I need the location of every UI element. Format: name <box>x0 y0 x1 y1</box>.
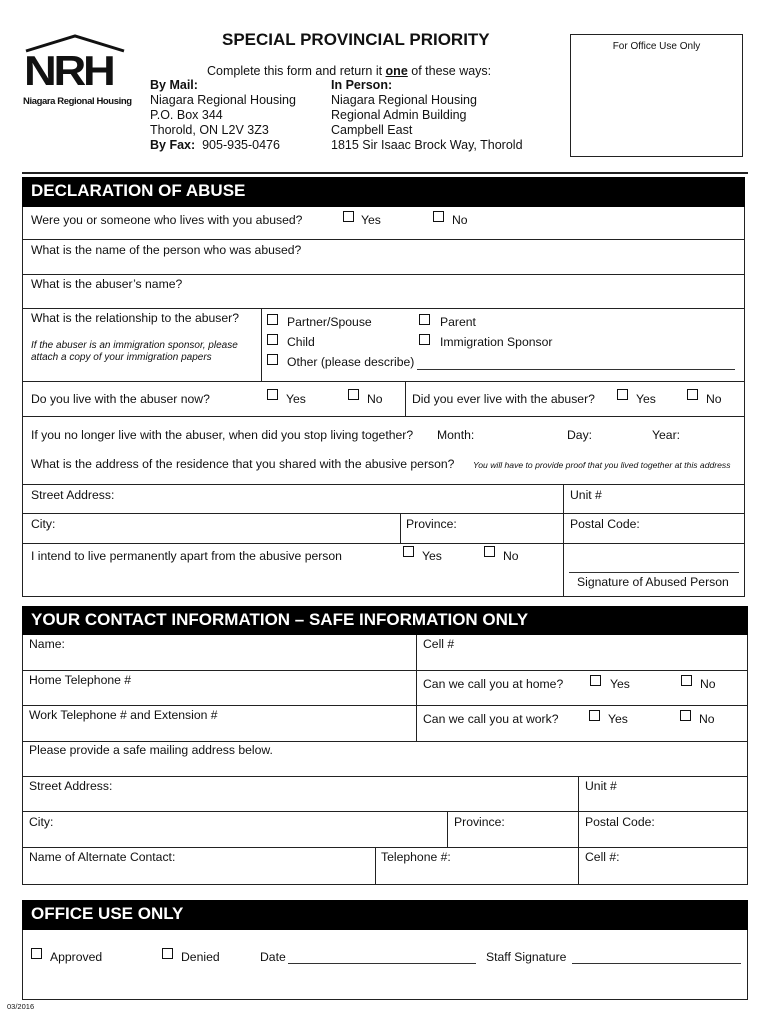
by-mail-label: By Mail: <box>150 78 198 92</box>
rel-partner-checkbox[interactable] <box>267 314 278 325</box>
rel-sponsor-checkbox[interactable] <box>419 334 430 345</box>
shared-postal-label[interactable]: Postal Code: <box>570 517 640 531</box>
ever-live-no-checkbox[interactable] <box>687 389 698 400</box>
contact-postal-label[interactable]: Postal Code: <box>585 815 655 829</box>
staff-signature-label: Staff Signature <box>486 950 567 964</box>
row-divider <box>22 705 748 706</box>
rel-partner-label: Partner/Spouse <box>287 315 372 329</box>
page-title: SPECIAL PROVINCIAL PRIORITY <box>222 30 490 49</box>
home-tel-label[interactable]: Home Telephone # <box>29 673 132 687</box>
office-heading: OFFICE USE ONLY <box>22 900 748 930</box>
abuser-name-field[interactable] <box>23 292 744 307</box>
col-divider <box>447 811 448 847</box>
denied-label: Denied <box>181 950 220 964</box>
row-divider <box>22 543 745 544</box>
ever-live-no-label: No <box>706 392 722 406</box>
person-line: Regional Admin Building <box>331 108 467 122</box>
in-person-block <box>331 78 523 153</box>
stop-year-label[interactable]: Year: <box>652 428 681 442</box>
call-home-no-label: No <box>700 677 716 691</box>
work-tel-label[interactable]: Work Telephone # and Extension # <box>29 708 218 722</box>
rel-parent-label: Parent <box>440 315 476 329</box>
call-work-label: Can we call you at work? <box>423 712 559 726</box>
row-divider <box>22 239 745 240</box>
rel-other-line[interactable] <box>417 369 735 370</box>
mail-line: Niagara Regional Housing <box>150 93 296 107</box>
victim-name-field[interactable] <box>23 258 744 273</box>
logo-org-name: Niagara Regional Housing <box>23 96 132 107</box>
mail-line: P.O. Box 344 <box>150 108 223 122</box>
fax-number: 905-935-0476 <box>202 138 280 152</box>
q-relationship-label: What is the relationship to the abuser? <box>31 311 239 325</box>
contact-unit-label[interactable]: Unit # <box>585 779 617 793</box>
q-shared-address-label: What is the address of the residence that you shared with the abusive person? <box>31 457 455 471</box>
col-divider <box>261 308 262 381</box>
return-instructions: Complete this form and return it one of these ways: <box>207 64 492 78</box>
q-stop-living-label: If you no longer live with the abuser, when did you stop living together? <box>31 428 414 442</box>
office-date-line[interactable] <box>288 963 476 964</box>
live-now-yes-checkbox[interactable] <box>267 389 278 400</box>
row-divider <box>22 274 745 275</box>
q-ever-live-label: Did you ever live with the abuser? <box>412 392 595 406</box>
sponsor-note: attach a copy of your immigration papers <box>31 352 212 363</box>
row-divider <box>22 381 745 382</box>
abused-no-checkbox[interactable] <box>433 211 444 222</box>
logo-letters: NRH <box>24 47 113 94</box>
intend-no-label: No <box>503 549 519 563</box>
q-abuser-name-label: What is the abuser’s name? <box>31 277 183 291</box>
signature-abused-line[interactable] <box>569 572 739 573</box>
proof-note: You will have to provide proof that you lived together at this address <box>473 460 731 470</box>
declaration-section <box>22 177 745 597</box>
by-fax-label: By Fax: <box>150 138 196 152</box>
row-divider <box>22 811 748 812</box>
in-person-label: In Person: <box>331 78 393 92</box>
abused-yes-label: Yes <box>361 213 381 227</box>
office-date-label: Date <box>260 950 286 964</box>
contact-city-label[interactable]: City: <box>29 815 54 829</box>
shared-street-label[interactable]: Street Address: <box>31 488 115 502</box>
shared-unit-label[interactable]: Unit # <box>570 488 602 502</box>
call-home-yes-checkbox[interactable] <box>590 675 601 686</box>
stop-month-label[interactable]: Month: <box>437 428 475 442</box>
q-victim-name-label: What is the name of the person who was abused? <box>31 243 302 257</box>
col-divider <box>563 484 564 597</box>
rel-other-checkbox[interactable] <box>267 354 278 365</box>
form-date: 03/2016 <box>7 1002 35 1011</box>
person-line: 1815 Sir Isaac Brock Way, Thorold <box>331 138 523 152</box>
col-divider <box>405 381 406 416</box>
call-work-no-label: No <box>699 712 715 726</box>
call-home-no-checkbox[interactable] <box>681 675 692 686</box>
alt-contact-label[interactable]: Name of Alternate Contact: <box>29 850 176 864</box>
live-now-no-label: No <box>367 392 383 406</box>
header-divider <box>22 172 748 174</box>
row-divider <box>22 416 745 417</box>
row-divider <box>22 847 748 848</box>
office-use-box-label: For Office Use Only <box>612 41 701 52</box>
person-line: Niagara Regional Housing <box>331 93 477 107</box>
row-divider <box>22 308 745 309</box>
ever-live-yes-label: Yes <box>636 392 656 406</box>
contact-province-label[interactable]: Province: <box>454 815 505 829</box>
row-divider <box>22 484 745 485</box>
rel-sponsor-label: Immigration Sponsor <box>440 335 553 349</box>
safe-mailing-label: Please provide a safe mailing address below. <box>29 743 273 757</box>
alt-cell-label[interactable]: Cell #: <box>585 850 620 864</box>
alt-telephone-label[interactable]: Telephone #: <box>381 850 451 864</box>
staff-signature-line[interactable] <box>572 963 741 964</box>
intend-apart-label: I intend to live permanently apart from the abusive person <box>31 549 342 563</box>
col-divider <box>400 513 401 543</box>
declaration-heading: DECLARATION OF ABUSE <box>22 177 745 207</box>
person-line: Campbell East <box>331 123 413 137</box>
call-home-yes-label: Yes <box>610 677 630 691</box>
call-work-yes-label: Yes <box>608 712 628 726</box>
abused-no-label: No <box>452 213 468 227</box>
abused-yes-checkbox[interactable] <box>343 211 354 222</box>
rel-child-label: Child <box>287 335 315 349</box>
call-work-no-checkbox[interactable] <box>680 710 691 721</box>
rel-parent-checkbox[interactable] <box>419 314 430 325</box>
contact-cell-label[interactable]: Cell # <box>423 637 455 651</box>
live-now-no-checkbox[interactable] <box>348 389 359 400</box>
fax-line <box>150 138 296 153</box>
signature-abused-label: Signature of Abused Person <box>577 575 729 589</box>
row-divider <box>22 513 745 514</box>
contact-street-label[interactable]: Street Address: <box>29 779 113 793</box>
call-work-yes-checkbox[interactable] <box>589 710 600 721</box>
row-divider <box>22 776 748 777</box>
live-now-yes-label: Yes <box>286 392 306 406</box>
rel-child-checkbox[interactable] <box>267 334 278 345</box>
col-divider <box>578 776 579 885</box>
intend-yes-label: Yes <box>422 549 442 563</box>
rel-other-label: Other (please describe) <box>287 355 415 369</box>
contact-heading: YOUR CONTACT INFORMATION – SAFE INFORMATION ONLY <box>22 606 748 635</box>
denied-checkbox[interactable] <box>162 948 173 959</box>
mail-block <box>150 78 296 153</box>
row-divider <box>22 741 748 742</box>
office-use-box[interactable] <box>570 34 743 157</box>
ever-live-yes-checkbox[interactable] <box>617 389 628 400</box>
contact-name-label[interactable]: Name: <box>29 637 65 651</box>
col-divider <box>375 847 376 885</box>
instructions-emphasis: one <box>385 64 408 78</box>
call-home-label: Can we call you at home? <box>423 677 564 691</box>
logo <box>22 34 132 110</box>
approved-label: Approved <box>50 950 103 964</box>
mail-line: Thorold, ON L2V 3Z3 <box>150 123 269 137</box>
sponsor-note: If the abuser is an immigration sponsor, please <box>31 340 238 351</box>
row-divider <box>22 670 748 671</box>
q-live-now-label: Do you live with the abuser now? <box>31 392 210 406</box>
intend-yes-checkbox[interactable] <box>403 546 414 557</box>
stop-day-label[interactable]: Day: <box>567 428 593 442</box>
approved-checkbox[interactable] <box>31 948 42 959</box>
shared-province-label[interactable]: Province: <box>406 517 457 531</box>
col-divider <box>416 635 417 741</box>
intend-no-checkbox[interactable] <box>484 546 495 557</box>
shared-city-label[interactable]: City: <box>31 517 56 531</box>
q-abused-label: Were you or someone who lives with you abused? <box>31 213 303 227</box>
